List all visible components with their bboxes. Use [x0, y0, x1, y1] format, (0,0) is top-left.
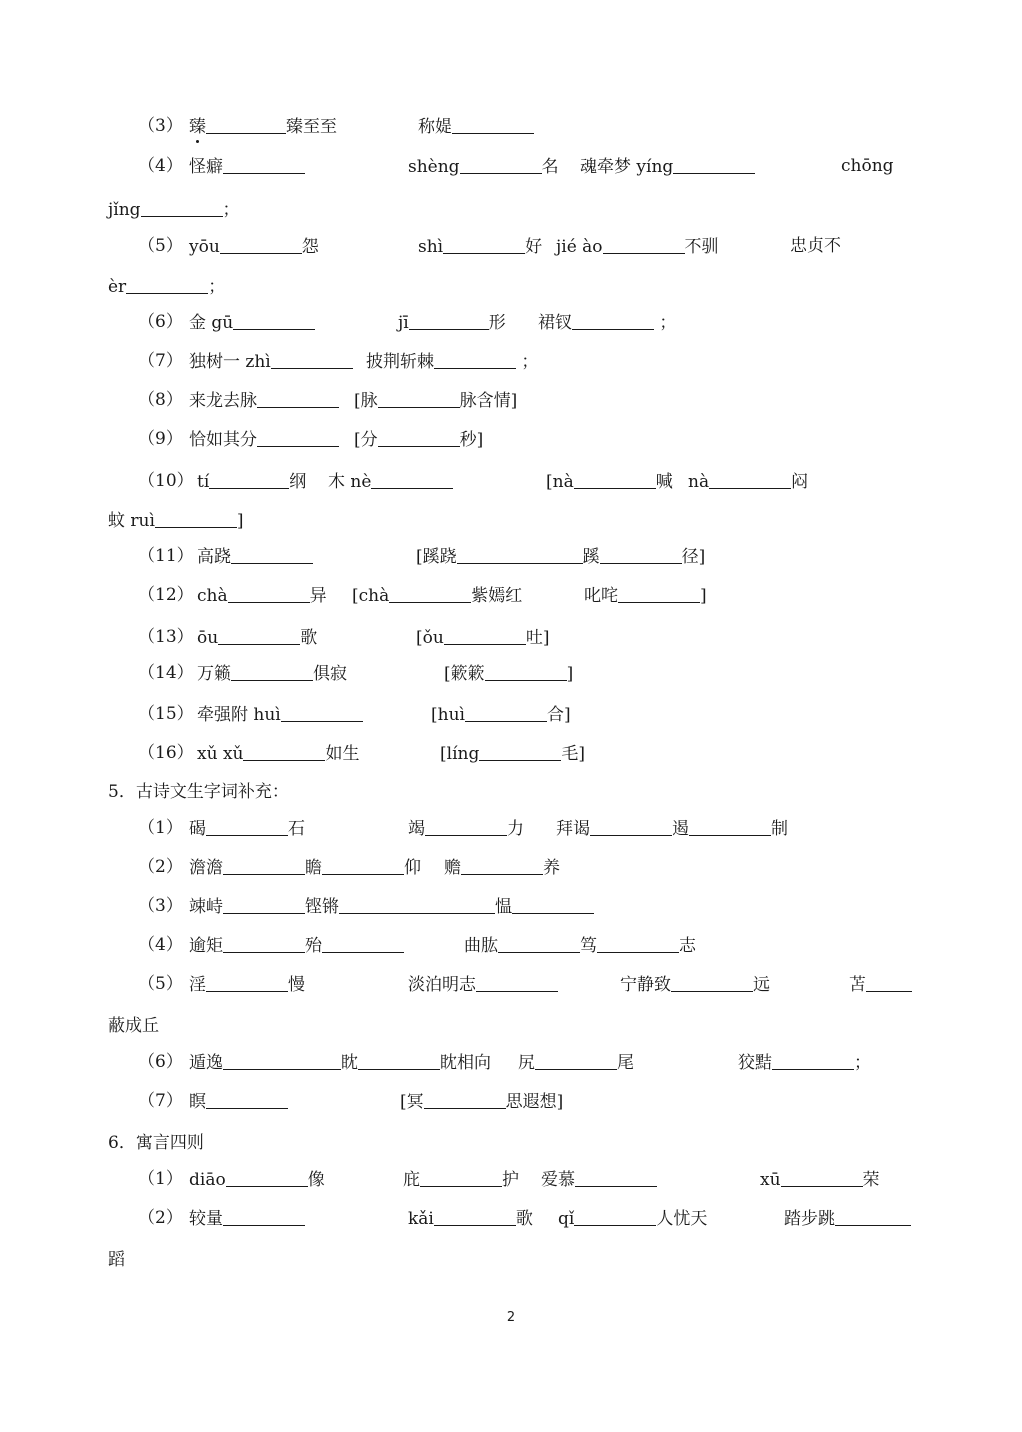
fill-blank[interactable]	[452, 115, 534, 134]
term-text: 像	[307, 1170, 325, 1190]
term-text: 制	[771, 819, 788, 839]
term-text: 宁静致	[620, 975, 671, 995]
fill-blank[interactable]	[574, 470, 656, 489]
fill-blank[interactable]	[457, 545, 583, 564]
item-number: （5）	[138, 236, 183, 256]
term-text: 歌	[515, 1209, 533, 1229]
term-text: [簌簌	[444, 664, 485, 684]
fill-blank[interactable]	[597, 934, 679, 953]
term-text: 脉含情]	[459, 391, 518, 411]
fill-blank[interactable]	[835, 1207, 911, 1226]
pinyin-text: qǐ	[558, 1209, 575, 1229]
punctuation: ]	[236, 511, 244, 531]
fill-blank[interactable]	[243, 742, 325, 761]
term-text: 来龙去脉	[189, 391, 257, 411]
pinyin-text: chōng	[841, 156, 894, 176]
pinyin-text: jǐng	[108, 200, 141, 220]
term-text: 愠	[495, 897, 512, 917]
fill-blank[interactable]	[389, 584, 471, 603]
punctuation: ；	[521, 352, 539, 372]
term-text: 牵强附 huì	[197, 705, 281, 725]
item-number: （7）	[138, 1091, 183, 1111]
fill-blank[interactable]	[206, 973, 288, 992]
item-number: （15）	[138, 704, 194, 724]
term-text: 独树一 zhì	[189, 352, 271, 372]
term-text: 金 gū	[189, 313, 234, 333]
term-text: 披荆斩棘	[366, 352, 434, 372]
term-text: 遏	[672, 819, 689, 839]
fill-blank[interactable]	[574, 1207, 656, 1226]
term-text: 石	[288, 819, 305, 839]
fill-blank[interactable]	[339, 895, 495, 914]
fill-blank[interactable]	[223, 1051, 341, 1070]
pinyin-text: shèng	[408, 157, 460, 177]
fill-blank[interactable]	[271, 350, 353, 369]
section-6-title: 6．寓言四则	[108, 1133, 204, 1153]
term-text: 蚊 ruì	[108, 511, 155, 531]
term-text: 万籁	[197, 664, 231, 684]
fill-blank[interactable]	[206, 1090, 288, 1109]
fill-blank[interactable]	[206, 115, 286, 134]
item-number: （11）	[138, 546, 194, 566]
punctuation: ；	[854, 1053, 871, 1073]
s6-item-2-cont: 蹈	[108, 1250, 125, 1270]
term-text: 踏步跳	[784, 1209, 835, 1229]
term-text: 铿锵	[305, 897, 339, 917]
pinyin-text: nà	[688, 472, 710, 492]
term-text: 赡	[444, 858, 461, 878]
term-text: 忠贞不	[790, 236, 841, 256]
term-text: 称媞	[418, 117, 452, 137]
term-text: 异	[309, 586, 327, 606]
term-text: 狡黠	[738, 1053, 772, 1073]
fill-blank[interactable]	[572, 311, 654, 330]
fill-blank[interactable]	[223, 1207, 305, 1226]
pinyin-text: yíng	[636, 157, 674, 177]
item-number: （6）	[138, 312, 183, 332]
term-text: 爱慕	[541, 1170, 575, 1190]
pinyin-text: kǎi	[408, 1209, 434, 1229]
fill-blank[interactable]	[443, 235, 525, 254]
term-text: 形	[488, 313, 506, 333]
term-text: 蹊	[582, 547, 600, 567]
term-text: 笃	[580, 936, 597, 956]
term-text: 喊	[655, 472, 673, 492]
term-text: 苫	[849, 975, 866, 995]
term-text: 殆	[305, 936, 322, 956]
pinyin-text: [ǒu	[416, 628, 444, 648]
term-text: 怨	[301, 237, 319, 257]
fill-blank[interactable]	[206, 817, 288, 836]
term-text: 臻至至	[286, 117, 337, 137]
item-number: （16）	[138, 743, 194, 763]
term-text: 恰如其分	[189, 430, 257, 450]
fill-blank[interactable]	[155, 509, 237, 528]
term-text: 秒]	[459, 430, 484, 450]
term-text: 好	[525, 237, 543, 257]
pinyin-text: tí	[197, 472, 210, 492]
term-text: 较量	[189, 1209, 223, 1229]
fill-blank[interactable]	[424, 1090, 506, 1109]
fill-blank[interactable]	[257, 428, 339, 447]
term-text: 竭	[408, 819, 425, 839]
fill-blank[interactable]	[358, 1051, 440, 1070]
fill-blank[interactable]	[220, 235, 302, 254]
fill-blank[interactable]	[689, 817, 771, 836]
punctuation: ；	[222, 200, 240, 220]
punctuation: ]	[566, 664, 574, 684]
term-text: 吐]	[525, 628, 550, 648]
fill-blank[interactable]	[425, 817, 507, 836]
term-text: 臻	[189, 117, 206, 137]
term-text: 眈相向	[440, 1053, 491, 1073]
section-5-title: 5．古诗文生字词补充：	[108, 782, 289, 802]
term-text: 逾矩	[189, 936, 223, 956]
fill-blank[interactable]	[434, 350, 516, 369]
term-text: 叱咤	[584, 586, 618, 606]
fill-blank[interactable]	[209, 470, 289, 489]
term-text: 仰	[404, 858, 421, 878]
fill-blank[interactable]	[673, 155, 755, 174]
term-text: 遁逸	[189, 1053, 223, 1073]
term-text: 尻	[518, 1053, 535, 1073]
fill-blank[interactable]	[512, 895, 594, 914]
term-text: 木 nè	[328, 472, 372, 492]
term-text: 澹澹	[189, 858, 223, 878]
term-text: 合]	[546, 705, 571, 725]
fill-blank[interactable]	[866, 973, 912, 992]
item-number: （10）	[138, 471, 194, 491]
item-number: （3）	[138, 896, 183, 916]
fill-blank[interactable]	[409, 311, 489, 330]
term-text: [分	[354, 430, 378, 450]
term-text: 径]	[681, 547, 706, 567]
term-text: 如生	[325, 744, 360, 764]
term-text: 庇	[403, 1170, 420, 1190]
pinyin-text: [líng	[440, 744, 480, 764]
term-text: 俱寂	[313, 664, 347, 684]
fill-blank[interactable]	[281, 703, 363, 722]
fill-blank[interactable]	[479, 742, 561, 761]
term-text: 高跷	[197, 547, 231, 567]
fill-blank[interactable]	[460, 155, 542, 174]
term-text: 志	[679, 936, 696, 956]
item-number: （14）	[138, 663, 194, 683]
pinyin-text: [nà	[546, 472, 574, 492]
fill-blank[interactable]	[600, 545, 682, 564]
term-text: 裙钗	[538, 313, 572, 333]
item-number: （7）	[138, 351, 183, 371]
fill-blank[interactable]	[223, 155, 305, 174]
fill-blank[interactable]	[223, 895, 305, 914]
term-text: 曲肱	[464, 936, 498, 956]
term-text: [脉	[354, 391, 378, 411]
page-number: 2	[506, 1310, 516, 1325]
term-text: 闷	[791, 472, 809, 492]
term-text: 歌	[300, 628, 318, 648]
term-text: 尾	[617, 1053, 634, 1073]
fill-blank[interactable]	[434, 1207, 516, 1226]
item-number: （9）	[138, 429, 183, 449]
fill-blank[interactable]	[485, 662, 567, 681]
pinyin-text: diāo	[189, 1170, 226, 1190]
item-number: （2）	[138, 1208, 183, 1228]
fill-blank[interactable]	[231, 545, 313, 564]
pinyin-text: èr	[108, 277, 127, 297]
term-text: 拜谒	[556, 819, 590, 839]
fill-blank[interactable]	[772, 1051, 854, 1070]
item-number: （8）	[138, 390, 183, 410]
pinyin-text: chà	[197, 586, 228, 606]
fill-blank[interactable]	[231, 662, 313, 681]
term-text: 紫嫣红	[471, 586, 523, 606]
fill-blank[interactable]	[371, 470, 453, 489]
fill-blank[interactable]	[781, 1168, 863, 1187]
term-text: 碣	[189, 819, 206, 839]
item-number: （3）	[138, 116, 183, 136]
term-text: 瞑	[189, 1092, 206, 1112]
term-text: 眈	[341, 1053, 358, 1073]
fill-blank[interactable]	[498, 934, 580, 953]
fill-blank[interactable]	[257, 389, 339, 408]
term-text: [冥	[400, 1092, 424, 1112]
fill-blank[interactable]	[226, 1168, 308, 1187]
fill-blank[interactable]	[420, 1168, 502, 1187]
fill-blank[interactable]	[444, 626, 526, 645]
term-text: 毛]	[561, 744, 585, 764]
term-text: 淡泊明志	[408, 975, 476, 995]
term-text: 人忧天	[656, 1209, 708, 1229]
term-text: 纲	[289, 472, 307, 492]
pinyin-text: [chà	[352, 586, 390, 606]
pinyin-text: jī	[398, 313, 409, 333]
punctuation: ；	[659, 313, 677, 333]
fill-blank[interactable]	[603, 235, 685, 254]
term-text: 瞻	[305, 858, 322, 878]
term-text: 思遐想]	[505, 1092, 564, 1112]
fill-blank[interactable]	[126, 275, 208, 294]
fill-blank[interactable]	[322, 856, 404, 875]
term-text: 不驯	[684, 237, 719, 257]
item-number: （1）	[138, 1169, 183, 1189]
term-text: 慢	[288, 975, 305, 995]
fill-blank[interactable]	[575, 1168, 657, 1187]
term-text: 力	[507, 819, 524, 839]
fill-blank[interactable]	[590, 817, 672, 836]
fill-blank[interactable]	[461, 856, 543, 875]
pinyin-text: xǔ xǔ	[197, 744, 244, 764]
term-text: 养	[543, 858, 560, 878]
term-text: 怪癖	[189, 157, 223, 177]
term-text: 护	[502, 1170, 519, 1190]
fill-blank[interactable]	[223, 856, 305, 875]
fill-blank[interactable]	[378, 428, 460, 447]
fill-blank[interactable]	[141, 198, 223, 217]
pinyin-text: yōu	[189, 237, 220, 257]
term-text: [蹊跷	[416, 547, 457, 567]
punctuation: ；	[208, 277, 226, 297]
item-number: （4）	[138, 935, 183, 955]
fill-blank[interactable]	[671, 973, 753, 992]
item-number: （13）	[138, 627, 194, 647]
s5-item-5-cont: 蔽成丘	[108, 1016, 159, 1036]
term-text: 魂牵梦	[580, 157, 631, 177]
fill-blank[interactable]	[378, 389, 460, 408]
pinyin-text: ōu	[197, 628, 219, 648]
pinyin-text: jié ào	[556, 237, 603, 257]
term-text: 竦峙	[189, 897, 223, 917]
fill-blank[interactable]	[322, 934, 404, 953]
item-number: （5）	[138, 974, 183, 994]
fill-blank[interactable]	[476, 973, 558, 992]
term-text: 淫	[189, 975, 206, 995]
pinyin-text: xū	[760, 1170, 781, 1190]
item-number: （6）	[138, 1052, 183, 1072]
fill-blank[interactable]	[465, 703, 547, 722]
item-number: （2）	[138, 857, 183, 877]
item-number: （1）	[138, 818, 183, 838]
fill-blank[interactable]	[223, 934, 305, 953]
fill-blank[interactable]	[618, 584, 700, 603]
term-text: 荣	[862, 1170, 880, 1190]
term-text: 名	[541, 157, 559, 177]
fill-blank[interactable]	[233, 311, 315, 330]
item-number: （12）	[138, 585, 194, 605]
pinyin-text: shì	[418, 237, 444, 257]
term-text: 远	[753, 975, 770, 995]
punctuation: ]	[700, 586, 707, 606]
fill-blank[interactable]	[228, 584, 310, 603]
item-number: （4）	[138, 156, 183, 176]
pinyin-text: [huì	[431, 705, 465, 725]
fill-blank[interactable]	[218, 626, 300, 645]
fill-blank[interactable]	[535, 1051, 617, 1070]
fill-blank[interactable]	[709, 470, 791, 489]
